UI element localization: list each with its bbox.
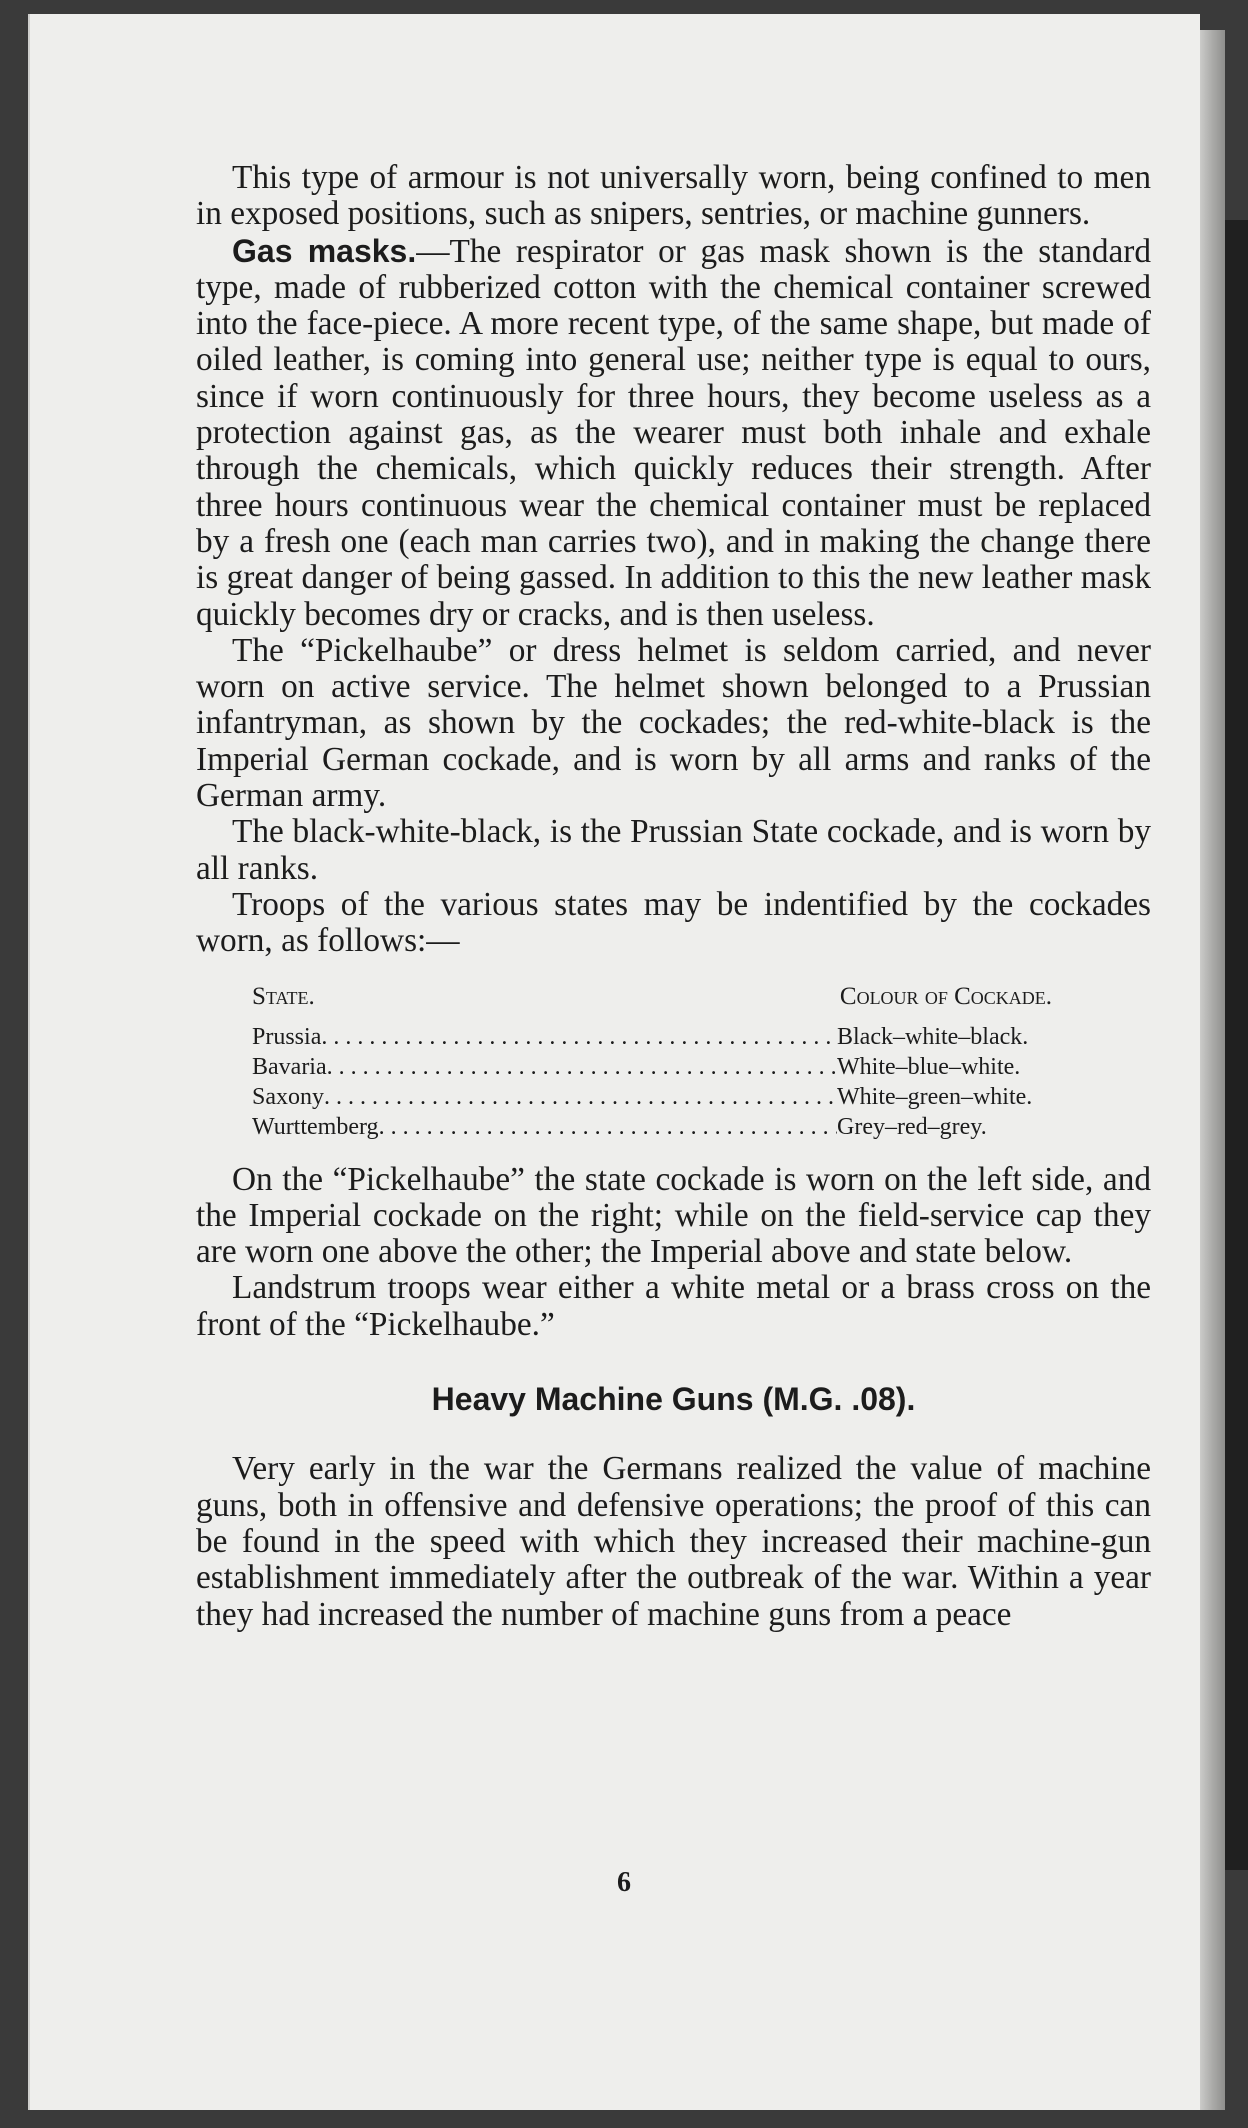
cockade-colour: Grey–red–grey. bbox=[837, 1113, 987, 1140]
dot-leader bbox=[321, 1022, 837, 1052]
paragraph-pickelhaube: The “Pickelhaube” or dress helmet is seldom carried, and never worn on active service. The helmet shown belonged to a Prussian infantryman, as shown by the cockades; the red-white-black is the Imperial German cockade, and is worn by all arms and ranks of the German army. bbox=[196, 631, 1151, 815]
cockade-colour: White–blue–white. bbox=[837, 1053, 1021, 1080]
paragraph-cockade-placement: On the “Pickelhaube” the state cockade is worn on the left side, and the Imperial cockade on the right; while on the field-service cap they are worn one above the other; the Imperial above and state below. bbox=[196, 1160, 1151, 1271]
state-name: Saxony bbox=[252, 1083, 324, 1110]
table-row bbox=[252, 1022, 1092, 1052]
paragraph-machine-guns: Very early in the war the Germans realized the value of machine guns, both in offensive and defensive operations; the proof of this can be found in the speed with which they increased their machine-gun establishment immediately after the outbreak of the war. Within a year they had increased the number of machine guns from a peace bbox=[196, 1450, 1151, 1633]
paragraph-armour: This type of armour is not universally worn, being confined to men in exposed positions, such as snipers, sentries, or machine gunners. bbox=[196, 159, 1151, 233]
dot-leader bbox=[327, 1052, 837, 1082]
cockade-table bbox=[252, 982, 1092, 1142]
cockade-table-header bbox=[252, 982, 1092, 1012]
state-name: Bavaria bbox=[252, 1053, 327, 1080]
paragraph-prussian-cockade: The black-white-black, is the Prussian State cockade, and is worn by all ranks. bbox=[196, 813, 1151, 887]
header-state: State. bbox=[252, 982, 315, 1010]
header-colour: Colour of Cockade. bbox=[839, 982, 1052, 1010]
state-name: Prussia bbox=[252, 1023, 322, 1050]
table-row bbox=[252, 1052, 1092, 1082]
page-body bbox=[196, 160, 1151, 1633]
gas-masks-heading: Gas masks. bbox=[232, 232, 417, 269]
dot-leader bbox=[324, 1082, 837, 1112]
table-row bbox=[252, 1082, 1092, 1112]
section-heading: Heavy Machine Guns (M.G. .08). bbox=[431, 1381, 916, 1418]
cockade-colour: Black–white–black. bbox=[837, 1023, 1029, 1050]
table-row bbox=[252, 1112, 1092, 1142]
page-number: 6 bbox=[617, 1867, 631, 1898]
cockade-colour: White–green–white. bbox=[837, 1083, 1033, 1110]
scanner-background-strip bbox=[1225, 220, 1248, 1870]
state-name: Wurttemberg bbox=[252, 1113, 379, 1140]
dot-leader bbox=[379, 1112, 837, 1142]
paragraph-landstrum: Landstrum troops wear either a white metal or a brass cross on the front of the “Pickelhaube.” bbox=[196, 1269, 1151, 1343]
gas-masks-body: —The respirator or gas mask shown is the standard type, made of rubberized cotton with the chemical container screwed into the face-piece. A more recent type, of the same shape, but made of oiled leather, is coming into general use; neither type is equal to ours, since if worn continuously for three hours, they become useless as a protection against gas, as the wearer must both inhale and exhale through the chemicals, which quickly reduces their strength. After three hours continuous wear the chemical container must be replaced by a fresh one (each man carries two), and in making the change there is great danger of being gassed. In addition to this the new leather mask quickly becomes dry or cracks, and is then useless. bbox=[196, 232, 1151, 633]
paragraph-troops-identified: Troops of the various states may be indentified by the cockades worn, as follows:— bbox=[196, 885, 1151, 960]
paragraph-gas-masks bbox=[196, 233, 1151, 633]
